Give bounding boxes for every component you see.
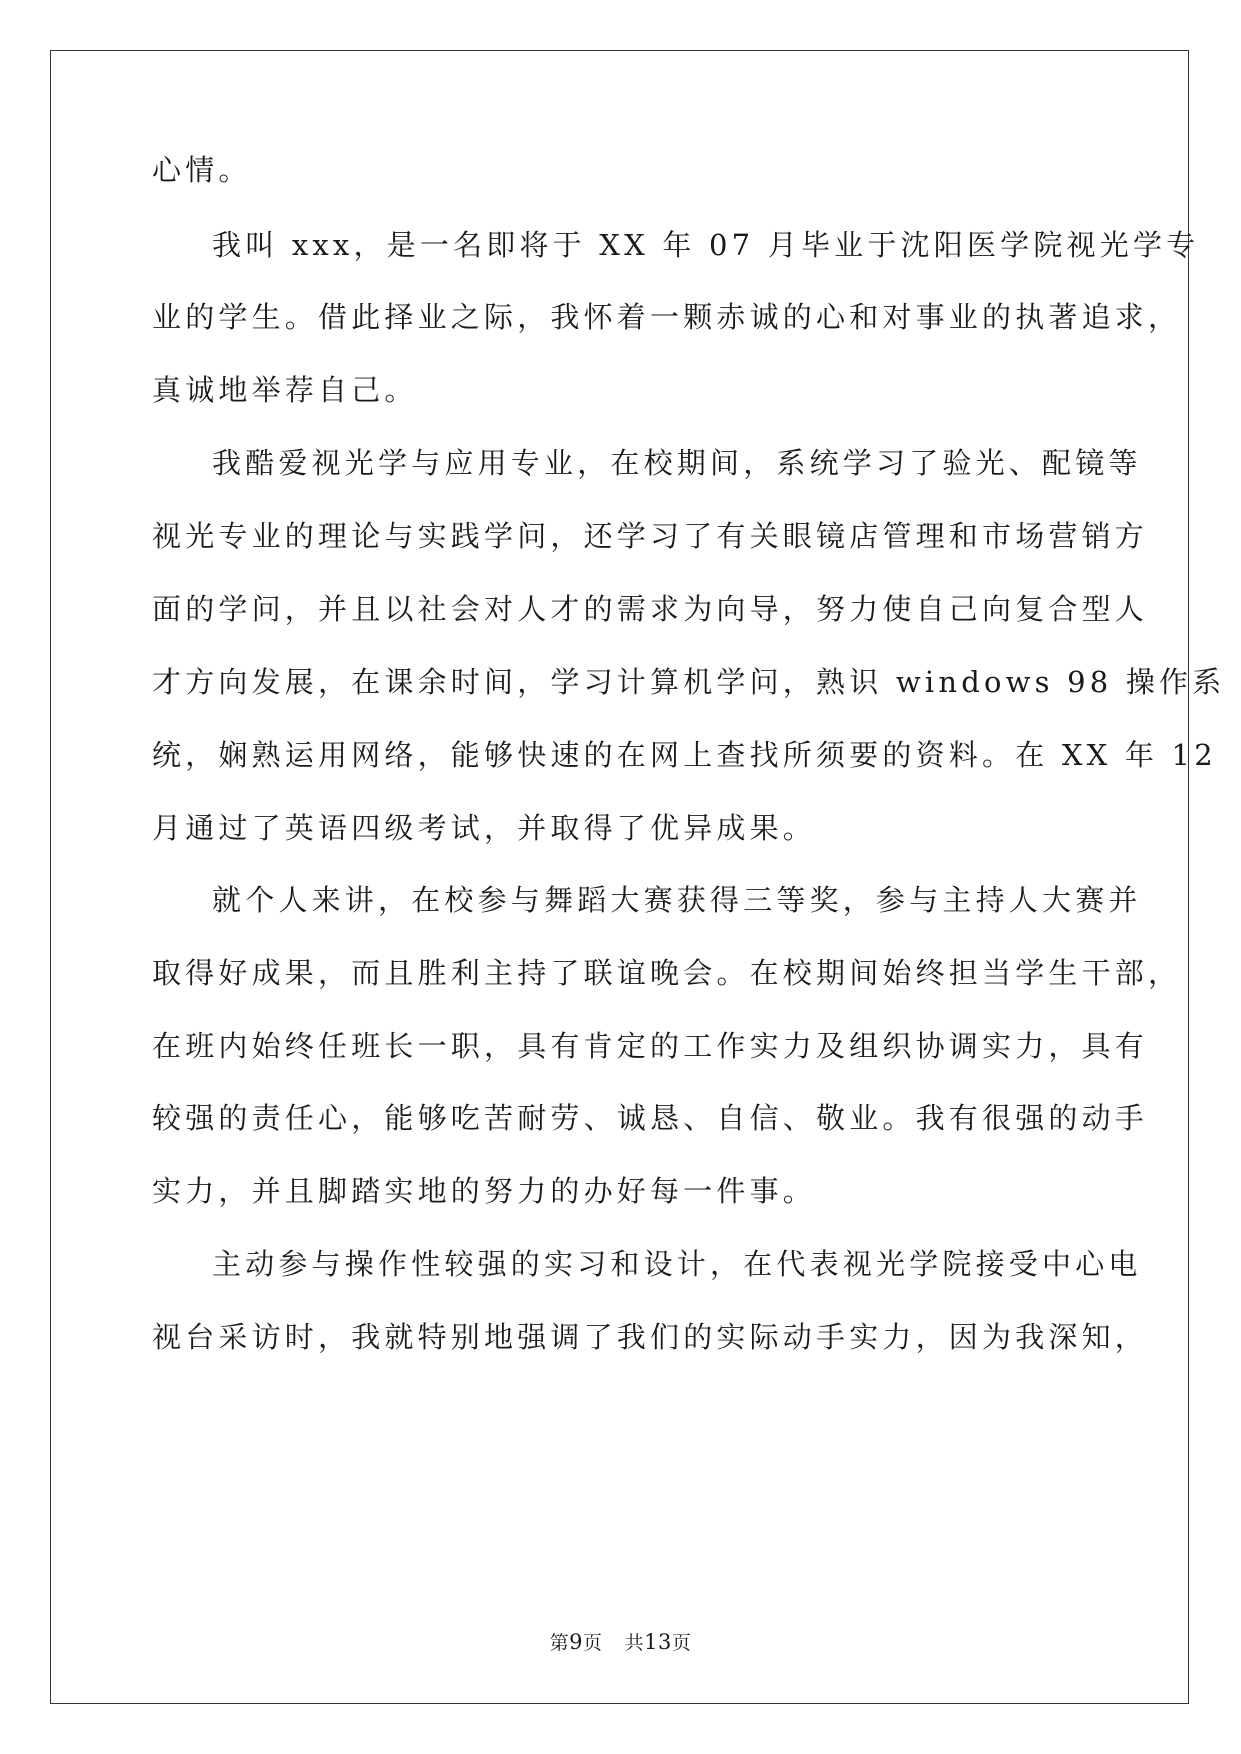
paragraph-first-line: 主动参与操作性较强的实习和设计，在代表视光学院接受中心电 [212, 1247, 1142, 1281]
text-line: 才方向发展，在课余时间，学习计算机学问，熟识 windows 98 操作系 [152, 665, 1226, 699]
text-line: 视台采访时，我就特别地强调了我们的实际动手实力，因为我深知， [152, 1320, 1149, 1354]
total-pages: 13 [644, 1630, 672, 1654]
page-footer [0, 1628, 1241, 1655]
text-line: 面的学问，并且以社会对人才的需求为向导，努力使自己向复合型人 [152, 592, 1149, 626]
text-line: 月通过了英语四级考试，并取得了优异成果。 [152, 811, 817, 845]
text-line: 实力，并且脚踏实地的努力的办好每一件事。 [152, 1174, 817, 1208]
paragraph-first-line: 我酷爱视光学与应用专业，在校期间，系统学习了验光、配镜等 [212, 446, 1142, 480]
total-label-prefix: 共 [624, 1632, 645, 1654]
paragraph-first-line: 就个人来讲，在校参与舞蹈大赛获得三等奖，参与主持人大赛并 [212, 883, 1142, 917]
page-label-prefix: 第 [549, 1632, 570, 1654]
text-line: 较强的责任心，能够吃苦耐劳、诚恳、自信、敬业。我有很强的动手 [152, 1101, 1149, 1135]
text-line: 在班内始终任班长一职，具有肯定的工作实力及组织协调实力，具有 [152, 1029, 1149, 1063]
text-line: 取得好成果，而且胜利主持了联谊晚会。在校期间始终担当学生干部， [152, 956, 1182, 990]
text-line: 业的学生。借此择业之际，我怀着一颗赤诚的心和对事业的执著追求， [152, 300, 1182, 334]
page-number: 9 [569, 1630, 584, 1654]
text-line: 统，娴熟运用网络，能够快速的在网上查找所须要的资料。在 XX 年 12 [152, 738, 1217, 772]
text-line: 真诚地举荐自己。 [152, 373, 418, 407]
paragraph-first-line: 我叫 xxx，是一名即将于 XX 年 07 月毕业于沈阳医学院视光学专 [212, 228, 1200, 262]
total-label-suffix: 页 [671, 1632, 692, 1654]
text-line: 心情。 [152, 153, 252, 187]
page-label-suffix: 页 [583, 1632, 603, 1654]
text-line: 视光专业的理论与实践学问，还学习了有关眼镜店管理和市场营销方 [152, 519, 1149, 553]
